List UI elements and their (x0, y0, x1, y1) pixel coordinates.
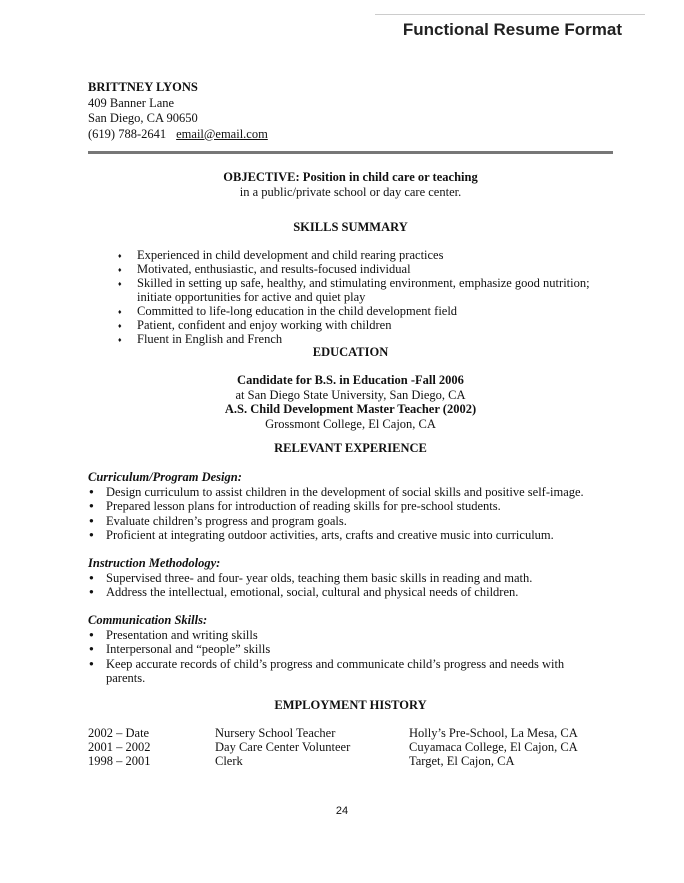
skill-item: ♦ Patient, confident and enjoy working with children (116, 318, 616, 332)
experience-item: ● Design curriculum to assist children in the development of social skills and positive self-image. (88, 485, 628, 500)
experience-item: ● Interpersonal and “people” skills (88, 642, 588, 657)
experience-section-instruction (88, 556, 628, 600)
employment-dates: 1998 – 2001 (88, 754, 151, 768)
header-rule (375, 14, 645, 15)
page-header-title: Functional Resume Format (402, 20, 622, 39)
skill-item: ♦ Motivated, enthusiastic, and results-focused individual (116, 262, 616, 276)
experience-subheading: Instruction Methodology: (88, 556, 221, 570)
employment-title: Clerk (215, 754, 243, 768)
objective-label: OBJECTIVE: Position in child care or teaching (223, 170, 478, 184)
address-city: San Diego, CA 90650 (88, 111, 198, 125)
experience-heading: RELEVANT EXPERIENCE (274, 441, 427, 455)
experience-section-communication (88, 613, 588, 686)
employment-heading: EMPLOYMENT HISTORY (274, 698, 427, 712)
experience-list (88, 485, 628, 543)
skill-item: ♦ Fluent in English and French (116, 332, 616, 346)
degree-1: Candidate for B.S. in Education -Fall 2006 (237, 373, 464, 387)
employment-place: Cuyamaca College, El Cajon, CA (409, 740, 578, 754)
experience-list (88, 628, 588, 686)
applicant-name: BRITTNEY LYONS (88, 80, 198, 94)
experience-list (88, 571, 628, 600)
experience-section-curriculum (88, 470, 628, 543)
section-divider (88, 151, 613, 154)
skills-list (116, 248, 616, 346)
address-street: 409 Banner Lane (88, 95, 175, 110)
employment-title: Nursery School Teacher (215, 726, 336, 740)
education-details (88, 373, 613, 431)
employment-place: Target, El Cajon, CA (409, 754, 515, 768)
skill-item: ♦ Skilled in setting up safe, healthy, and stimulating environment, emphasize good nutrition; initiate opportunities for active and quiet play (116, 276, 616, 304)
experience-item: ● Prepared lesson plans for introduction of reading skills for pre-school students. (88, 499, 628, 514)
employment-dates: 2001 – 2002 (88, 740, 151, 754)
employment-place: Holly’s Pre-School, La Mesa, CA (409, 726, 578, 740)
skills-list-container (116, 248, 616, 346)
phone-number: (619) 788-2641 (88, 126, 167, 141)
experience-item: ● Address the intellectual, emotional, social, cultural and physical needs of children. (88, 585, 628, 600)
employment-title: Day Care Center Volunteer (215, 740, 351, 754)
experience-item: ● Supervised three- and four- year olds, teaching them basic skills in reading and math. (88, 571, 628, 586)
objective-detail: in a public/private school or day care center. (239, 184, 462, 199)
contact-line (88, 127, 268, 143)
experience-item: ● Keep accurate records of child’s progress and communicate child’s progress and needs with parents. (88, 657, 588, 686)
school-2: Grossmont College, El Cajon, CA (265, 416, 436, 431)
skill-item: ♦ Committed to life-long education in the child development field (116, 304, 616, 318)
employment-dates: 2002 – Date (88, 726, 150, 740)
experience-item: ● Presentation and writing skills (88, 628, 588, 643)
objective-section (88, 170, 613, 199)
school-1: at San Diego State University, San Diego, CA (235, 387, 466, 402)
page-number: 24 (335, 805, 349, 817)
skill-item: ♦ Experienced in child development and child rearing practices (116, 248, 616, 262)
education-heading: EDUCATION (312, 345, 389, 359)
degree-2: A.S. Child Development Master Teacher (2002) (224, 402, 477, 416)
email-link[interactable]: email@email.com (176, 126, 268, 141)
experience-subheading: Communication Skills: (88, 613, 208, 627)
experience-item: ● Evaluate children’s progress and program goals. (88, 514, 628, 529)
experience-subheading: Curriculum/Program Design: (88, 470, 242, 484)
experience-item: ● Proficient at integrating outdoor activities, arts, crafts and creative music into curriculum. (88, 528, 628, 543)
contact-block (88, 80, 268, 142)
skills-heading: SKILLS SUMMARY (293, 220, 408, 234)
